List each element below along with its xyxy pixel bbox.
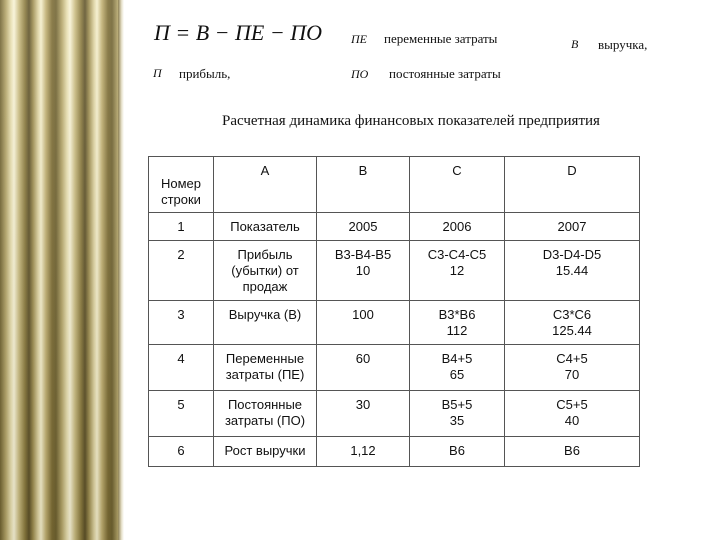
table-row (149, 241, 640, 301)
row-number: 1 (149, 213, 214, 241)
cell-d: D3-D4-D5 15.44 (505, 241, 640, 301)
table-row (149, 213, 640, 241)
cell-b: 100 (317, 301, 410, 345)
cell-a: Выручка (В) (214, 301, 317, 345)
cell-d: B6 (505, 437, 640, 467)
header-col-c: C (410, 157, 505, 213)
cell-c: B5+5 35 (410, 391, 505, 437)
cell-b: 30 (317, 391, 410, 437)
label-p: прибыль, (179, 66, 231, 81)
cell-b: 1,12 (317, 437, 410, 467)
cell-a: Показатель (214, 213, 317, 241)
cell-b: 2005 (317, 213, 410, 241)
header-col-b: B (317, 157, 410, 213)
cell-b: 60 (317, 345, 410, 391)
row-number: 4 (149, 345, 214, 391)
financial-table (148, 156, 640, 467)
symbol-v: В (571, 37, 579, 51)
cell-a: Переменные затраты (ПЕ) (214, 345, 317, 391)
table-title: Расчетная динамика финансовых показателей предприятия (222, 113, 600, 129)
cell-b: B3-B4-B5 10 (317, 241, 410, 301)
symbol-po: ПО (351, 67, 369, 81)
cell-a: Постоянные затраты (ПО) (214, 391, 317, 437)
symbol-pe: ПЕ (351, 32, 367, 46)
label-po: постоянные затраты (389, 66, 501, 81)
cell-c: B6 (410, 437, 505, 467)
table-row (149, 437, 640, 467)
header-col-a: A (214, 157, 317, 213)
cell-d: 2007 (505, 213, 640, 241)
label-v: выручка, (598, 37, 648, 52)
cell-d: C5+5 40 (505, 391, 640, 437)
cell-c: B3*B6 112 (410, 301, 505, 345)
row-number: 5 (149, 391, 214, 437)
header-row-number: Номер строки (149, 157, 214, 213)
cell-a: Рост выручки (214, 437, 317, 467)
row-number: 2 (149, 241, 214, 301)
profit-formula: П = В − ПЕ − ПО (154, 20, 322, 45)
cell-a: Прибыль (убытки) от продаж (214, 241, 317, 301)
cell-d: C3*C6 125.44 (505, 301, 640, 345)
cell-c: B4+5 65 (410, 345, 505, 391)
cell-c: 2006 (410, 213, 505, 241)
row-number: 3 (149, 301, 214, 345)
cell-c: C3-C4-C5 12 (410, 241, 505, 301)
table-row (149, 391, 640, 437)
row-number: 6 (149, 437, 214, 467)
table-row (149, 301, 640, 345)
label-pe: переменные затраты (384, 31, 498, 46)
table-row (149, 345, 640, 391)
decorative-border-edge (118, 0, 124, 540)
cell-d: C4+5 70 (505, 345, 640, 391)
symbol-p: П (153, 66, 162, 80)
decorative-border (0, 0, 118, 540)
table-header-row (149, 157, 640, 213)
header-col-d: D (505, 157, 640, 213)
